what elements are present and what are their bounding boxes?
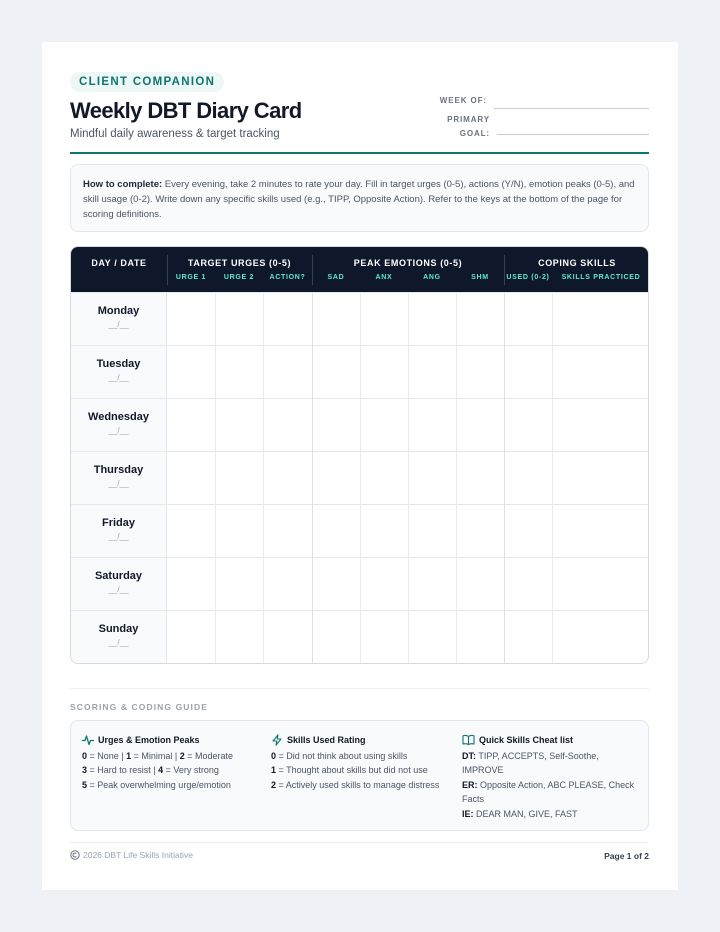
footer-divider bbox=[70, 842, 649, 843]
skills-practiced-subheader: SKILLS PRACTICED bbox=[561, 274, 641, 281]
day-cell bbox=[71, 452, 167, 504]
skills-key-line: 0 = Did not think about using skills bbox=[271, 750, 408, 761]
page-subtitle: Mindful daily awareness & target tracking bbox=[70, 128, 280, 140]
day-name: Tuesday bbox=[96, 358, 141, 370]
day-date-blank[interactable]: __/__ bbox=[108, 532, 129, 541]
day-name: Sunday bbox=[98, 623, 139, 635]
guide-divider bbox=[70, 688, 649, 689]
open-book-icon bbox=[462, 734, 475, 746]
day-cell bbox=[71, 293, 167, 345]
skills-key-line: 2 = Actively used skills to manage distress bbox=[271, 779, 440, 790]
skills-key bbox=[271, 733, 451, 792]
day-name: Thursday bbox=[93, 464, 144, 476]
column-divider bbox=[504, 292, 505, 664]
footer-copyright bbox=[70, 850, 193, 860]
day-name: Friday bbox=[101, 517, 135, 529]
urges-key-heading: Urges & Emotion Peaks bbox=[98, 735, 200, 745]
day-date-blank[interactable]: __/__ bbox=[108, 373, 129, 382]
action-subheader: ACTION? bbox=[269, 274, 306, 281]
cheat-line-er: ER: Opposite Action, ABC PLEASE, Check Facts bbox=[462, 779, 635, 804]
copyright-icon bbox=[70, 850, 80, 860]
column-divider bbox=[408, 292, 409, 664]
grid-header bbox=[71, 247, 649, 292]
urges-key-line: 3 = Hard to resist | 4 = Very strong bbox=[82, 765, 219, 775]
urges-key bbox=[82, 733, 262, 792]
target-urges-header: TARGET URGES (0-5) bbox=[187, 258, 292, 268]
header-separator bbox=[504, 255, 505, 285]
shm-subheader: SHM bbox=[471, 274, 489, 281]
day-name: Saturday bbox=[94, 570, 143, 582]
column-divider bbox=[312, 292, 313, 664]
guide-title: SCORING & CODING GUIDE bbox=[70, 702, 209, 712]
day-cell bbox=[71, 505, 167, 557]
primary-goal-field[interactable] bbox=[497, 134, 649, 135]
day-date-blank[interactable]: __/__ bbox=[108, 585, 129, 594]
column-divider bbox=[360, 292, 361, 664]
lightning-bolt-icon bbox=[271, 734, 283, 746]
primary-goal-label-2: GOAL: bbox=[459, 129, 490, 138]
primary-goal-label: PRIMARY bbox=[447, 115, 490, 124]
day-cell bbox=[71, 399, 167, 451]
cheat-line-dt: DT: TIPP, ACCEPTS, Self-Soothe, IMPROVE bbox=[462, 750, 599, 775]
cheat-line-ie: IE: DEAR MAN, GIVE, FAST bbox=[462, 808, 578, 819]
day-date-header: DAY / DATE bbox=[91, 258, 147, 268]
day-date-blank[interactable]: __/__ bbox=[108, 320, 129, 329]
column-divider bbox=[263, 292, 264, 664]
day-date-blank[interactable]: __/__ bbox=[108, 638, 129, 647]
day-cell bbox=[71, 346, 167, 398]
column-divider bbox=[456, 292, 457, 664]
copyright-text: 2026 DBT Life Skills Initiative bbox=[83, 850, 193, 860]
page-title: Weekly DBT Diary Card bbox=[70, 98, 302, 123]
skills-key-heading: Skills Used Rating bbox=[287, 735, 366, 745]
day-cell bbox=[71, 558, 167, 610]
instructions-lead: How to complete: bbox=[83, 179, 163, 190]
week-of-label: WEEK OF: bbox=[439, 96, 487, 105]
urges-key-line: 5 = Peak overwhelming urge/emotion bbox=[82, 779, 231, 790]
week-of-field[interactable] bbox=[494, 108, 649, 109]
cheat-list-heading: Quick Skills Cheat list bbox=[479, 735, 574, 745]
peak-emotions-header: PEAK EMOTIONS (0-5) bbox=[353, 258, 463, 268]
urge2-subheader: URGE 2 bbox=[223, 274, 255, 281]
urge1-subheader: URGE 1 bbox=[175, 274, 207, 281]
header-divider bbox=[70, 152, 649, 154]
instructions-text: Every evening, take 2 minutes to rate your day. Fill in target urges (0-5), actions (Y/N), emotion peaks (0-5), and skill usage (0-2). Write down any specific skills used (e.g., TIPP, Opposite Action). Refer to the keys at the bottom of the page for scoring definitions. bbox=[83, 179, 635, 220]
cheat-list bbox=[462, 733, 642, 821]
page-number: Page 1 of 2 bbox=[604, 851, 649, 861]
column-divider bbox=[552, 292, 553, 664]
client-companion-badge: CLIENT COMPANION bbox=[70, 72, 224, 92]
activity-pulse-icon bbox=[82, 734, 94, 746]
sad-subheader: SAD bbox=[327, 274, 345, 281]
header-separator bbox=[167, 255, 168, 285]
day-date-blank[interactable]: __/__ bbox=[108, 479, 129, 488]
ang-subheader: ANG bbox=[423, 274, 441, 281]
day-cell bbox=[71, 611, 167, 664]
scoring-guide-box bbox=[70, 720, 649, 831]
day-name: Wednesday bbox=[88, 411, 149, 423]
diary-grid bbox=[70, 246, 649, 664]
skills-key-line: 1 = Thought about skills but did not use bbox=[271, 765, 428, 775]
column-divider bbox=[215, 292, 216, 664]
used-subheader: USED (0-2) bbox=[506, 274, 550, 281]
day-name: Monday bbox=[97, 305, 140, 317]
day-date-blank[interactable]: __/__ bbox=[108, 426, 129, 435]
coping-skills-header: COPING SKILLS bbox=[538, 258, 616, 268]
urges-key-line: 0 = None | 1 = Minimal | 2 = Moderate bbox=[82, 750, 234, 761]
anx-subheader: ANX bbox=[375, 274, 393, 281]
instructions-box bbox=[70, 164, 649, 232]
header-separator bbox=[312, 255, 313, 285]
